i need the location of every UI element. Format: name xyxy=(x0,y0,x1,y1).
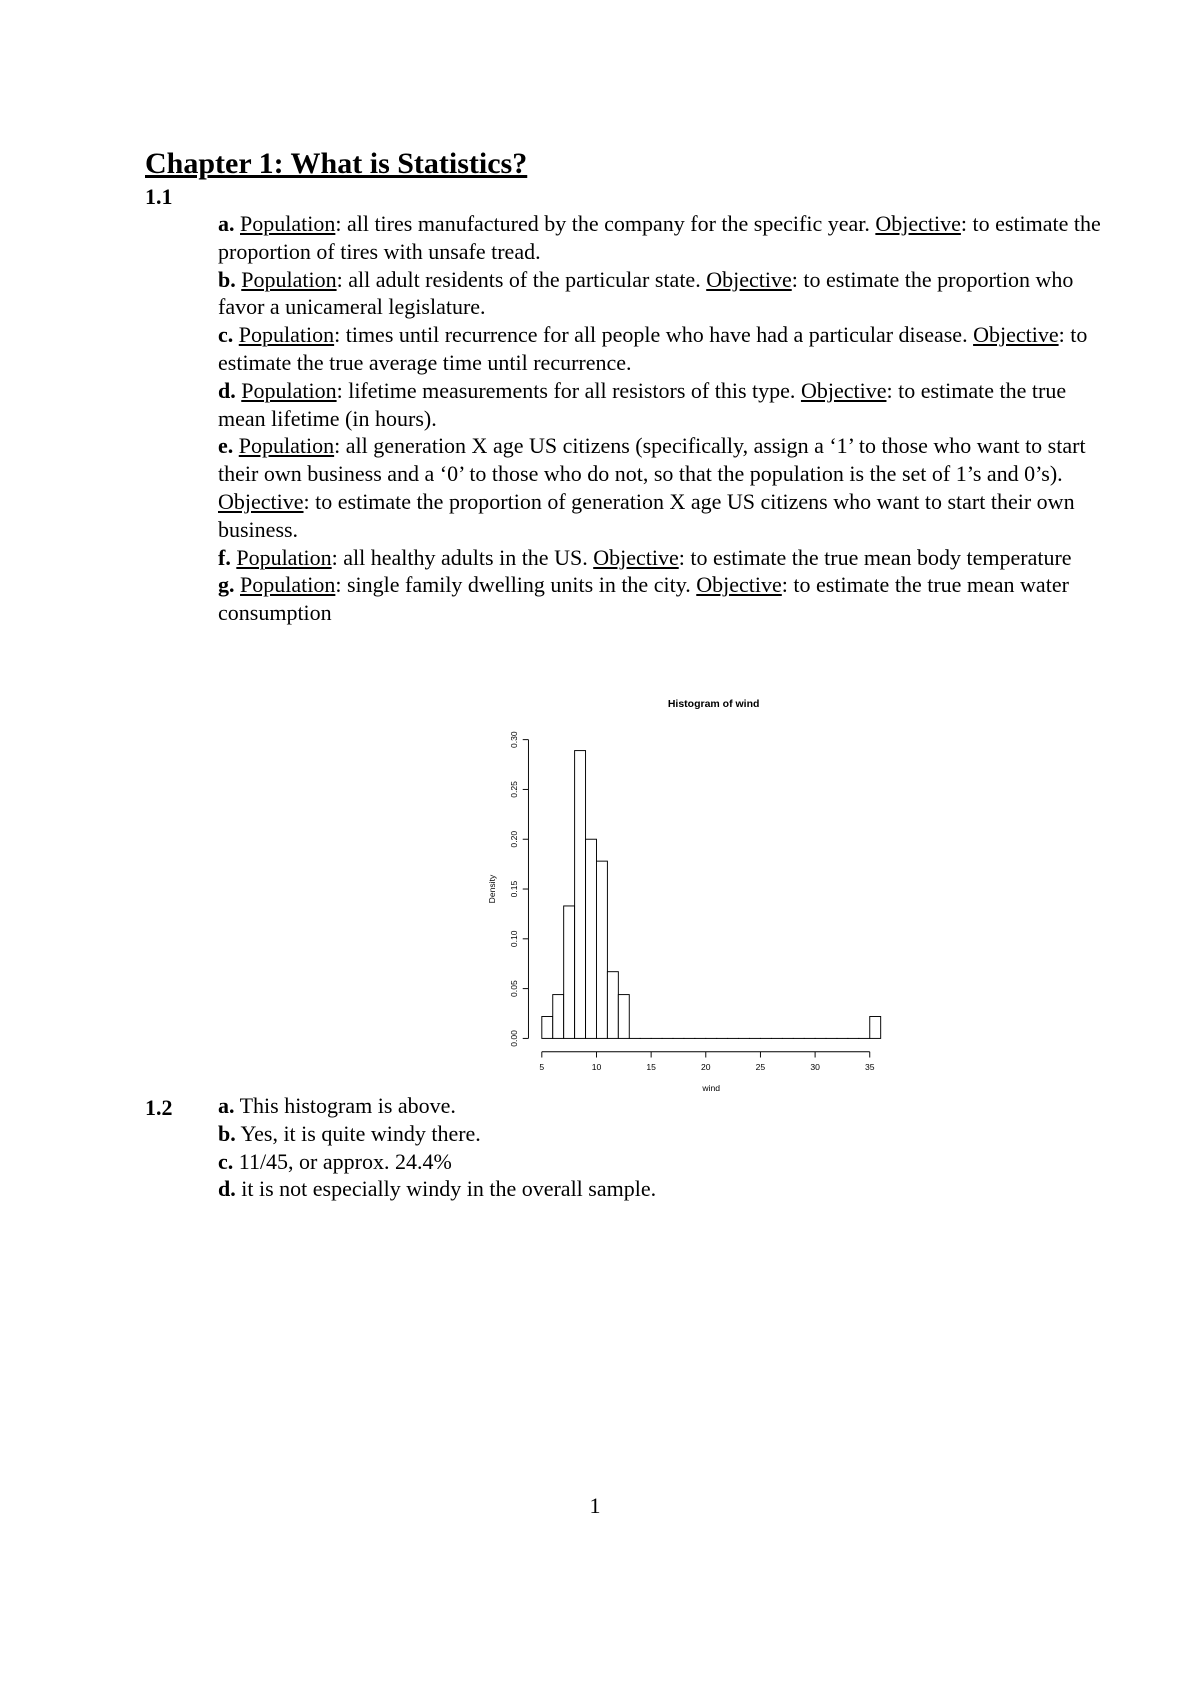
item-label: g. xyxy=(218,572,235,598)
underlined-term: Population xyxy=(241,377,337,403)
answer-item xyxy=(218,544,1118,572)
item-text: : to estimate the true mean lifetime (in hours). xyxy=(218,377,1067,431)
x-tick-label: 35 xyxy=(864,1061,875,1072)
histogram-figure xyxy=(470,690,900,1110)
y-tick-label: 0.10 xyxy=(509,930,519,948)
histogram-bar xyxy=(618,995,629,1039)
y-tick-label: 0.15 xyxy=(509,880,519,898)
histogram-bar xyxy=(607,972,618,1039)
section-number-1-2: 1.2 xyxy=(145,1095,173,1120)
section-number-1-1: 1.1 xyxy=(145,184,173,209)
y-tick-label: 0.00 xyxy=(509,1030,519,1047)
item-text: : all tires manufactured by the company for the specific year. xyxy=(335,211,876,236)
underlined-term: Objective xyxy=(800,377,887,403)
x-tick-label: 20 xyxy=(701,1061,711,1072)
answer-item xyxy=(218,266,1118,322)
item-text: : all adult residents of the particular state. xyxy=(336,266,707,292)
underlined-term: Population xyxy=(240,211,336,236)
x-tick-label: 10 xyxy=(591,1061,602,1072)
item-label: d. xyxy=(218,1176,236,1202)
histogram-bar xyxy=(586,839,597,1038)
underlined-term: Population xyxy=(236,544,332,570)
x-axis-label: wind xyxy=(702,1082,721,1093)
item-label: a. xyxy=(218,211,235,236)
answer-item xyxy=(218,1092,1118,1120)
section-1-2-items xyxy=(218,1092,1118,1203)
chart-title: Histogram of wind xyxy=(667,698,760,711)
item-text: it is not especially windy in the overall sample. xyxy=(241,1176,657,1202)
item-label: e. xyxy=(218,433,234,459)
answer-item xyxy=(218,1175,1118,1203)
answer-item xyxy=(218,210,1118,266)
page-title: Chapter 1: What is Statistics? xyxy=(145,147,528,180)
item-text: : to estimate the proportion of tires with unsafe tread. xyxy=(218,211,1101,264)
underlined-term: Objective xyxy=(973,322,1059,348)
y-axis-label: Density xyxy=(487,874,498,904)
histogram-chart xyxy=(470,690,900,1110)
answer-item xyxy=(218,1120,1118,1148)
histogram-bar xyxy=(553,995,564,1039)
item-label: c. xyxy=(218,322,234,348)
item-text: This histogram is above. xyxy=(239,1093,456,1118)
underlined-term: Population xyxy=(240,572,336,598)
y-tick-label: 0.20 xyxy=(509,830,519,848)
page-number: 1 xyxy=(589,1493,601,1518)
item-label: f. xyxy=(218,544,231,570)
x-tick-label: 15 xyxy=(646,1061,656,1072)
item-text: : to estimate the true mean water consumption xyxy=(218,572,1069,626)
item-text: : all generation X age US citizens (specifically, assign a ‘1’ to those who want to start their own business and a ‘0’ to those who do not, so that the population is the set of 1’s and 0’s). xyxy=(218,433,1086,487)
histogram-bar xyxy=(564,906,575,1038)
x-tick-label: 30 xyxy=(810,1061,820,1072)
section-1-1-items xyxy=(218,210,1118,627)
answer-item xyxy=(218,1148,1118,1176)
answer-item xyxy=(218,377,1118,433)
item-text: : to estimate the proportion who favor a unicameral legislature. xyxy=(218,266,1074,320)
item-text: : times until recurrence for all people who have had a particular disease. xyxy=(334,322,974,348)
underlined-term: Population xyxy=(241,266,337,292)
underlined-term: Objective xyxy=(696,572,782,598)
answer-item xyxy=(218,432,1118,543)
item-text: : to estimate the true average time until recurrence. xyxy=(218,322,1088,375)
item-label: b. xyxy=(218,1120,236,1146)
item-label: d. xyxy=(218,377,236,403)
underlined-term: Population xyxy=(238,433,335,459)
underlined-term: Objective xyxy=(218,488,304,514)
y-tick-label: 0.30 xyxy=(509,731,519,748)
underlined-term: Objective xyxy=(706,266,792,292)
histogram-bar xyxy=(596,861,607,1038)
x-tick-label: 25 xyxy=(755,1061,766,1072)
item-text: : to estimate the true mean body temperature xyxy=(678,544,1072,570)
underlined-term: Objective xyxy=(875,211,961,236)
item-text: Yes, it is quite windy there. xyxy=(240,1120,481,1146)
answer-item xyxy=(218,321,1118,377)
underlined-term: Objective xyxy=(593,544,679,570)
item-text: : to estimate the proportion of generation X age US citizens who want to start their own business. xyxy=(218,488,1075,542)
item-text: 11/45, or approx. 24.4% xyxy=(238,1148,452,1174)
y-tick-label: 0.25 xyxy=(509,781,519,798)
answer-item xyxy=(218,571,1118,627)
item-text: : lifetime measurements for all resistors of this type. xyxy=(336,377,801,403)
item-label: c. xyxy=(218,1148,234,1174)
item-label: b. xyxy=(218,266,236,292)
x-tick-label: 5 xyxy=(539,1061,545,1072)
underlined-term: Population xyxy=(238,322,335,348)
y-tick-label: 0.05 xyxy=(509,980,519,997)
item-label: a. xyxy=(218,1093,235,1118)
item-text: : all healthy adults in the US. xyxy=(331,544,594,570)
item-text: : single family dwelling units in the city. xyxy=(335,572,697,598)
histogram-bar xyxy=(575,751,586,1039)
histogram-bar xyxy=(542,1016,553,1038)
histogram-bar xyxy=(870,1016,881,1038)
